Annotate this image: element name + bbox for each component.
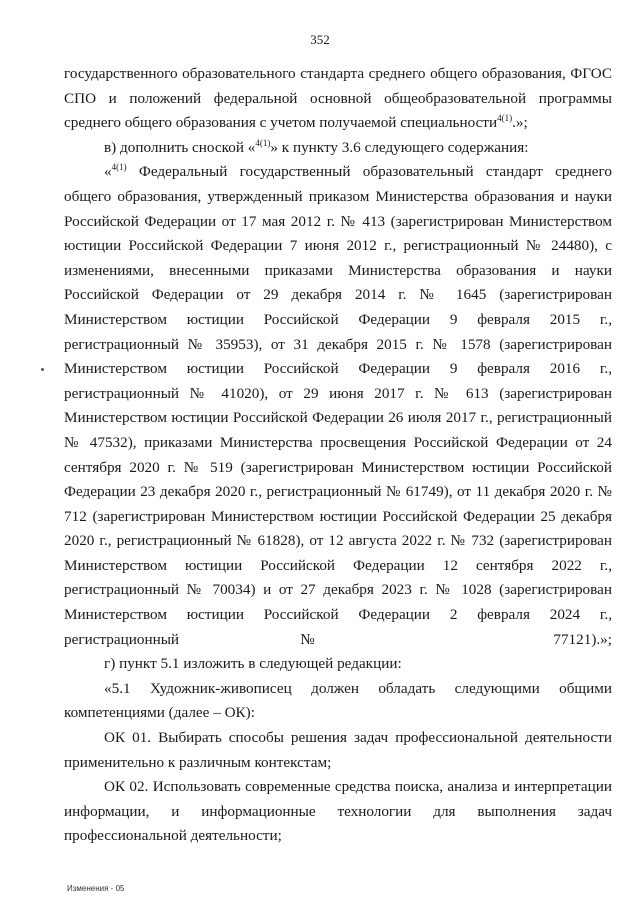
page-number: 352 (310, 32, 330, 47)
paragraph-2 (64, 136, 612, 161)
paragraph-5: «5.1 Художник-живописец должен обладать следующими общими компетенциями (далее – ОК): (64, 679, 612, 722)
document-body (64, 62, 612, 849)
footnote-marker: 4(1) (111, 162, 127, 173)
paragraph-2-start: в) дополнить сноской « (104, 138, 256, 156)
paragraph-2-end: » к пункту 3.6 следующего содержания: (270, 138, 529, 156)
paragraph-7: ОК 02. Использовать современные средства поиска, анализа и интерпретации информации, и информационные технологии для выполнения задач профессиональной деятельности; (64, 778, 612, 845)
paragraph-3-footnote (64, 160, 612, 652)
paragraph-1-tail: .»; (512, 114, 528, 132)
footnote-marker: 4(1) (497, 113, 513, 124)
paragraph-1-text: государственного образовательного стандарта среднего общего образования, ФГОС СПО и положений федеральной основной общеобразовательной программы среднего общего образования с учетом получаемой специальности (64, 65, 612, 132)
footnote-text: Федеральный государственный образовательный стандарт среднего общего образования, утвержденный приказом Министерства образования и науки Российской Федерации от 17 мая 2012 г. № 413 (зарегистрирован Министерством юстиции Российской Федерации 7 июня 2012 г., регистрационный № 24480), с изменениями, внесенными приказами Министерства образования и науки Российской Федерации от 29 декабря 2014 г. № 1645 (зарегистрирован Министерством юстиции Российской Федерации 9 февраля 2015 г., регистрационный № 35953), от 31 декабря 2015 г. № 1578 (зарегистрирован Министерством юстиции Российской Федерации 9 февраля 2016 г., регистрационный № 41020), от 29 июня 2017 г. № 613 (зарегистрирован Министерством юстиции Российской Федерации 26 июля 2017 г., регистрационный № 47532), приказами Министерства просвещения Российской Федерации от 24 сентября 2020 г. № 519 (зарегистрирован Министерством юстиции Российской Федерации 23 декабря 2020 г., регистрационный № 61749), от 11 декабря 2020 г. № 712 (зарегистрирован Министерством юстиции Российской Федерации 25 декабря 2020 г., регистрационный № 61828), от 12 августа 2022 г. № 732 (зарегистрирован Министерством юстиции Российской Федерации 12 сентября 2022 г., регистрационный № 70034) и от 27 декабря 2023 г. № 1028 (зарегистрирован Министерством юстиции Российской Федерации 2 февраля 2024 г., регистрационный № 77121).»; (64, 163, 612, 648)
paragraph-4: г) пункт 5.1 изложить в следующей редакции: (104, 655, 402, 673)
paragraph-1 (64, 62, 612, 136)
scan-mark (41, 368, 44, 371)
footer-note: Изменения - 05 (67, 884, 125, 893)
paragraph-6: ОК 01. Выбирать способы решения задач профессиональной деятельности применительно к различным контекстам; (64, 729, 612, 771)
footnote-marker: 4(1) (255, 137, 271, 148)
footnote-open-quote: « (104, 163, 112, 181)
